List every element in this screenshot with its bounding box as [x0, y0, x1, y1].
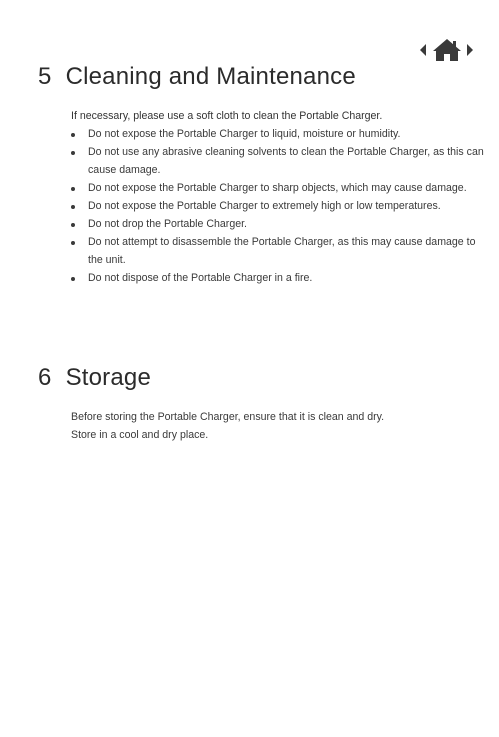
section-title: Storage [65, 364, 152, 391]
list-item-text: Do not drop the Portable Charger. [88, 218, 248, 230]
section-number: 6 [38, 364, 52, 391]
page-navigation [419, 40, 474, 64]
list-item-text: Do not use any abrasive cleaning solvents to clean the Portable Charger, as this can cause damage. [88, 146, 484, 176]
list-item [71, 269, 486, 287]
storage-line: Store in a cool and dry place. [71, 429, 209, 441]
list-item [71, 143, 486, 179]
bullet-icon [71, 277, 75, 281]
chevron-left-icon[interactable] [419, 43, 427, 62]
section-title: Cleaning and Maintenance [65, 63, 356, 90]
section-heading-storage [38, 364, 151, 392]
cleaning-intro: If necessary, please use a soft cloth to clean the Portable Charger. [71, 110, 383, 122]
bullet-icon [71, 241, 75, 245]
list-item-text: Do not dispose of the Portable Charger in a fire. [88, 272, 313, 284]
home-icon[interactable] [432, 38, 462, 67]
cleaning-bullet-list [71, 125, 486, 287]
bullet-icon [71, 187, 75, 191]
storage-text [71, 408, 384, 444]
list-item-text: Do not attempt to disassemble the Portable Charger, as this may cause damage to the unit. [88, 236, 476, 266]
list-item-text: Do not expose the Portable Charger to extremely high or low temperatures. [88, 200, 441, 212]
bullet-icon [71, 205, 75, 209]
chevron-right-icon[interactable] [466, 43, 474, 62]
list-item [71, 233, 486, 269]
section-number: 5 [38, 63, 52, 90]
list-item [71, 125, 486, 143]
list-item [71, 197, 486, 215]
list-item [71, 215, 486, 233]
list-item-text: Do not expose the Portable Charger to sharp objects, which may cause damage. [88, 182, 467, 194]
section-heading-cleaning [38, 63, 356, 91]
list-item [71, 179, 486, 197]
bullet-icon [71, 223, 75, 227]
list-item-text: Do not expose the Portable Charger to liquid, moisture or humidity. [88, 128, 401, 140]
bullet-icon [71, 151, 75, 155]
bullet-icon [71, 133, 75, 137]
storage-line: Before storing the Portable Charger, ensure that it is clean and dry. [71, 411, 385, 423]
